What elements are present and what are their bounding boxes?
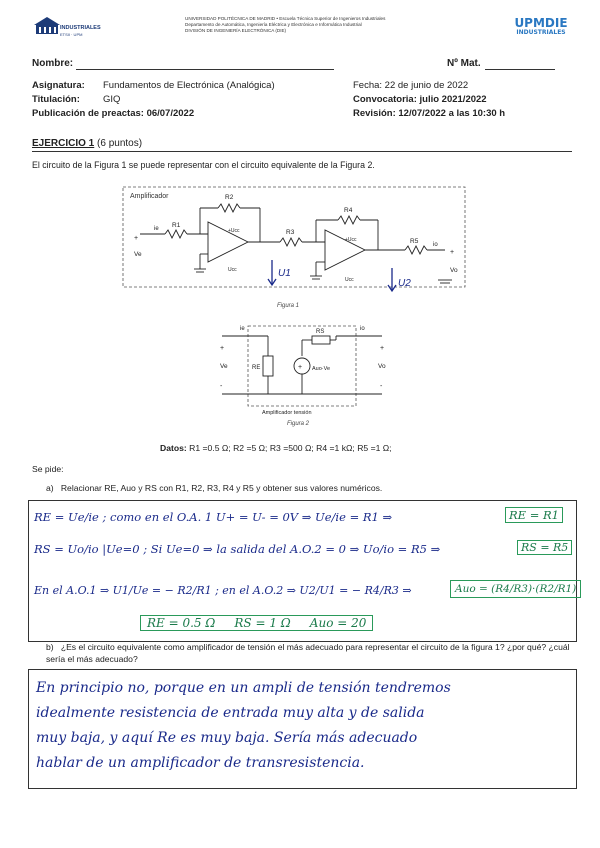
- svg-text:+: +: [220, 345, 225, 352]
- svg-text:+: +: [134, 235, 139, 242]
- answer-b-line: idealmente resistencia de entrada muy alta y de salida: [36, 705, 425, 721]
- svg-text:ie: ie: [240, 326, 245, 332]
- institution-line: DIVISIÓN DE INGENIERÍA ELECTRÓNICA (DIE): [185, 28, 287, 33]
- fig1-box-label: Amplificador: [130, 193, 169, 200]
- svg-text:R2: R2: [225, 194, 234, 201]
- question-b-letter: b): [46, 642, 54, 652]
- titulacion-label: Titulación:: [32, 94, 80, 105]
- answer-a-values: RE = 0.5 Ω RS = 1 Ω Auo = 20: [140, 615, 373, 631]
- left-logo-text: INDUSTRIALES: [60, 25, 101, 31]
- svg-text:RS: RS: [316, 329, 325, 335]
- publicacion: Publicación de preactas: 06/07/2022: [32, 108, 195, 119]
- answer-a-line-2: RS = Uo/io |Ue=0 ; Si Ue=0 ⇒ la salida del A.O.2 = 0 ⇒ Uo/io = R5 ⇒: [34, 542, 441, 556]
- answer-a-box-3: Auo = (R4/R3)·(R2/R1): [450, 580, 581, 598]
- nombre-field[interactable]: [76, 69, 334, 70]
- convocatoria: Convocatoria: julio 2021/2022: [353, 94, 487, 105]
- svg-text:+: +: [298, 364, 303, 371]
- svg-text:io: io: [433, 242, 438, 248]
- asignatura-value: Fundamentos de Electrónica (Analógica): [103, 80, 275, 91]
- svg-text:-: -: [220, 383, 223, 390]
- svg-text:Ucc: Ucc: [228, 267, 237, 273]
- figure-2-circuit: [212, 318, 392, 418]
- right-logo-bottom: INDUSTRIALES: [516, 29, 566, 36]
- svg-text:R4: R4: [344, 207, 353, 214]
- left-logo-sub: ETSII · UPM: [60, 32, 83, 37]
- titulacion-value: GIQ: [103, 94, 121, 105]
- mat-field[interactable]: [485, 69, 555, 70]
- institution-line: Departamento de Automática, Ingeniería Eléctrica y Electrónica e Informática Industrial: [185, 22, 362, 27]
- svg-text:+Ucc: +Ucc: [345, 237, 357, 243]
- right-logo: [506, 17, 576, 36]
- datos-label: Datos:: [160, 443, 187, 453]
- question-a-letter: a): [46, 483, 54, 493]
- figure-1-caption: Figura 1: [277, 303, 300, 309]
- svg-text:Vo: Vo: [450, 267, 458, 274]
- svg-text:-: -: [380, 383, 383, 390]
- nombre-label: Nombre:: [32, 58, 74, 69]
- exercise-title: [32, 138, 142, 149]
- se-pide: Se pide:: [32, 464, 64, 474]
- figure-2-caption: Figura 2: [287, 421, 310, 427]
- fecha: Fecha: 22 de junio de 2022: [353, 80, 469, 91]
- svg-text:Ve: Ve: [220, 363, 228, 370]
- revision: Revisión: 12/07/2022 a las 10:30 h: [353, 108, 506, 119]
- svg-text:ie: ie: [154, 226, 159, 232]
- svg-text:+Ucc: +Ucc: [228, 228, 240, 234]
- datos-values: R1 =0.5 Ω; R2 =5 Ω; R3 =500 Ω; R4 =1 kΩ; R5 =1 Ω;: [189, 443, 392, 453]
- svg-text:RE: RE: [252, 365, 261, 371]
- figure-1-circuit: [120, 184, 470, 304]
- answer-a-line-3: En el A.O.1 ⇒ U1/Ue = − R2/R1 ; en el A.O.2 ⇒ U2/U1 = − R4/R3 ⇒: [34, 584, 412, 597]
- left-logo: [30, 16, 100, 42]
- svg-text:Ucc: Ucc: [345, 277, 354, 283]
- svg-text:U2: U2: [398, 278, 411, 289]
- svg-text:Vo: Vo: [378, 363, 386, 370]
- exercise-name: EJERCICIO 1: [32, 138, 95, 149]
- svg-text:Auo·Ve: Auo·Ve: [312, 366, 331, 372]
- exercise-points: (6 puntos): [97, 138, 143, 149]
- datos-line: [160, 443, 392, 453]
- right-logo-top: UPMDIE: [514, 16, 568, 30]
- title-rule: [32, 151, 572, 152]
- asignatura-label: Asignatura:: [32, 80, 85, 91]
- svg-text:+: +: [380, 345, 385, 352]
- svg-text:io: io: [360, 326, 365, 332]
- institution-line: UNIVERSIDAD POLITÉCNICA DE MADRID • Escuela Técnica Superior de Ingenieros Industriales: [185, 16, 386, 21]
- answer-b-line: muy baja, y aquí Re es muy baja. Sería más adecuado: [36, 730, 418, 746]
- answer-b-line: hablar de un amplificador de transresistencia.: [36, 755, 365, 771]
- svg-text:Ve: Ve: [134, 251, 142, 258]
- svg-text:R5: R5: [410, 238, 419, 245]
- institution-block: [185, 16, 445, 34]
- answer-b-line: En principio no, porque en un ampli de tensión tendremos: [36, 680, 451, 696]
- fig2-box-label: Amplificador tensión: [262, 410, 312, 416]
- answer-a-box-1: RE = R1: [505, 507, 563, 523]
- question-b: [46, 641, 578, 665]
- answer-a-line-1: RE = Ue/ie ; como en el O.A. 1 U+ = U- = 0V ⇒ Ue/ie = R1 ⇒: [34, 510, 393, 524]
- svg-text:U1: U1: [278, 268, 291, 279]
- question-a-text: Relacionar RE, Auo y RS con R1, R2, R3, R4 y R5 y obtener sus valores numéricos.: [60, 483, 383, 493]
- svg-text:+: +: [450, 249, 455, 256]
- exercise-intro: El circuito de la Figura 1 se puede representar con el circuito equivalente de la Figura 2.: [32, 160, 375, 170]
- svg-text:R3: R3: [286, 229, 295, 236]
- mat-label: Nº Mat.: [447, 58, 481, 69]
- answer-a-box-2: RS = R5: [517, 540, 572, 555]
- question-b-text: ¿Es el circuito equivalente como amplificador de tensión el más adecuado para representar el circuito de la figura 1? ¿por qué? ¿cuál sería el más adecuado?: [46, 642, 570, 664]
- svg-text:R1: R1: [172, 222, 181, 229]
- question-a: [46, 483, 382, 493]
